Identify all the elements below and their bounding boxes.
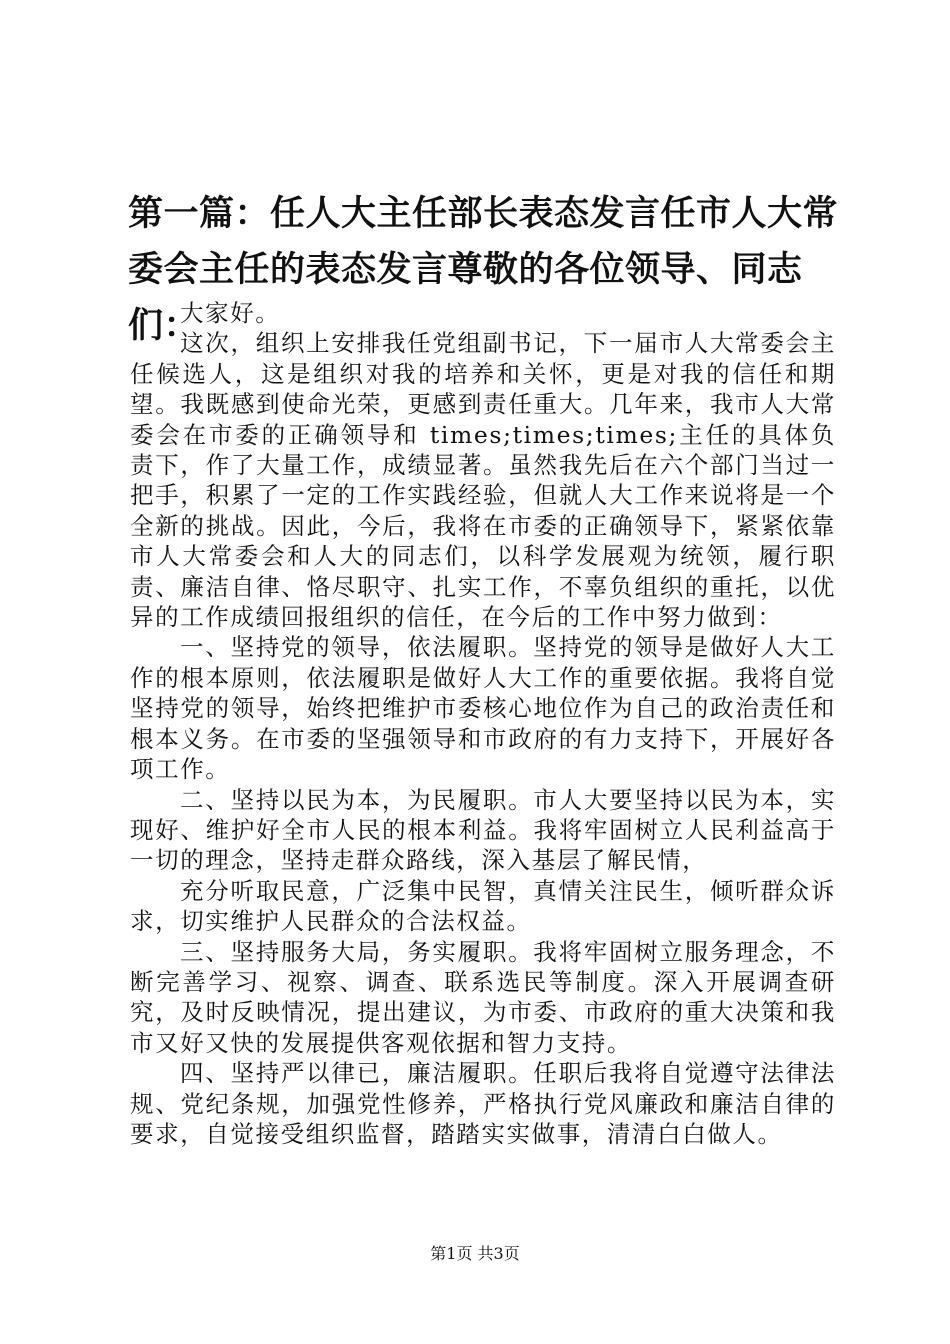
paragraph-point-two-continued: 充分听取民意，广泛集中民智，真情关注民生，倾听群众诉求，切实维护人民群众的合法权益。 (130, 876, 836, 936)
document-title: 第一篇：任人大主任部长表态发言任市人大常委会主任的表态发言尊敬的各位领导、同志们： (128, 194, 839, 346)
paragraph-introduction: 这次，组织上安排我任党组副书记，下一届市人大常委会主任候选人，这是组织对我的培养和关怀，更是对我的信任和期望。我既感到使命光荣，更感到责任重大。几年来，我市人大常委会在市委的正确领导和 times;times;times;主任的具体负责下，作了大量工作，成绩显著。虽然我先后在六个部门当过一把手，积累了一定的工作实践经验，但就人大工作来说将是一个全新的挑战。因此，今后，我将在市委的正确领导下，紧紧依靠市人大常委会和人大的同志们，以科学发展观为统领，履行职责、廉洁自律、恪尽职守、扎实工作，不辜负组织的重托，以优异的工作成绩回报组织的信任，在今后的工作中努力做到： (130, 329, 836, 632)
paragraph-point-four: 四、坚持严以律已，廉洁履职。任职后我将自觉遵守法律法规、党纪条规，加强党性修养，严格执行党风廉政和廉洁自律的要求，自觉接受组织监督，踏踏实实做事，清清白白做人。 (130, 1059, 836, 1148)
paragraph-point-three: 三、坚持服务大局，务实履职。我将牢固树立服务理念，不断完善学习、视察、调查、联系选民等制度。深入开展调查研究，及时反映情况，提出建议，为市委、市政府的重大决策和我市又好又快的发展提供客观依据和智力支持。 (130, 937, 836, 1057)
paragraph-point-one: 一、坚持党的领导，依法履职。坚持党的领导是做好人大工作的根本原则，依法履职是做好人大工作的重要依据。我将自觉坚持党的领导，始终把维护市委核心地位作为自己的政治责任和根本义务。在市委的坚强领导和市政府的有力支持下，开展好各项工作。 (130, 633, 836, 784)
paragraph-greeting: 大家好。 (180, 299, 281, 327)
paragraph-point-two: 二、坚持以民为本，为民履职。市人大要坚持以民为本，实现好、维护好全市人民的根本利益。我将牢固树立人民利益高于一切的理念，坚持走群众路线，深入基层了解民情， (130, 785, 836, 875)
document-body (130, 298, 836, 1149)
page-number-footer: 第1页 共3页 (430, 1244, 520, 1263)
